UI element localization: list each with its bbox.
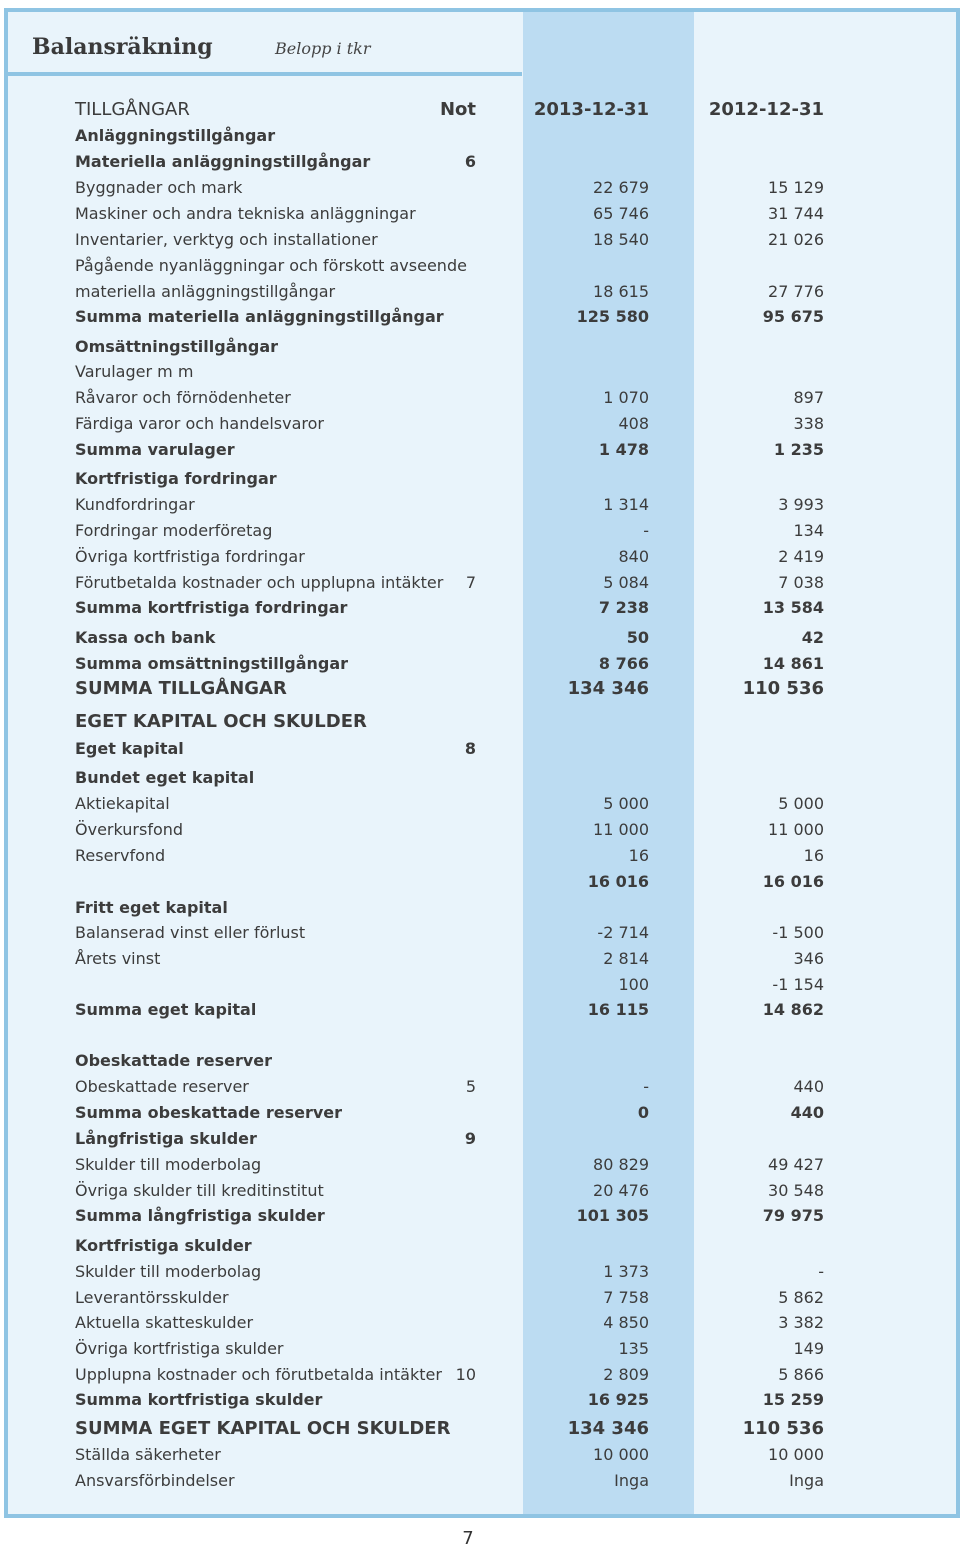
table-row (0, 1362, 960, 1388)
table-row (0, 972, 960, 998)
value-2013: -2 714 (597, 923, 649, 942)
value-2013: 18 540 (593, 230, 649, 249)
table-row (0, 175, 960, 201)
row-label: SUMMA EGET KAPITAL OCH SKULDER (75, 1418, 451, 1439)
row-label: Summa eget kapital (75, 1000, 257, 1019)
value-2012: 338 (793, 414, 824, 433)
value-2013: Inga (614, 1471, 649, 1490)
row-label: Summa omsättningstillgångar (75, 654, 349, 673)
row-label: Förutbetalda kostnader och upplupna intäkter (75, 573, 444, 592)
value-2013: 5 000 (603, 794, 649, 813)
table-row (0, 595, 960, 621)
row-label: Övriga kortfristiga fordringar (75, 547, 305, 566)
value-2013: 18 615 (593, 282, 649, 301)
row-label: Kortfristiga skulder (75, 1236, 252, 1255)
value-2012: 897 (793, 388, 824, 407)
value-2013: 11 000 (593, 820, 649, 839)
page-number: 7 (462, 1528, 474, 1549)
note-number: 10 (455, 1365, 476, 1384)
row-label: Eget kapital (75, 739, 184, 758)
value-2012: 21 026 (768, 230, 824, 249)
row-label: TILLGÅNGAR (75, 99, 190, 120)
note-number: Not (439, 99, 476, 120)
value-2012: 134 (793, 521, 824, 540)
value-2012: 440 (793, 1077, 824, 1096)
row-label: Kundfordringar (75, 495, 195, 514)
value-2013: 0 (637, 1103, 649, 1122)
note-number: 9 (464, 1129, 476, 1148)
value-2012: -1 500 (772, 923, 824, 942)
value-2013: - (643, 1077, 649, 1096)
note-number: 8 (464, 739, 476, 758)
table-row (0, 843, 960, 869)
row-label: Övriga kortfristiga skulder (75, 1339, 284, 1358)
value-2012: 2 419 (778, 547, 824, 566)
row-label: Summa kortfristiga fordringar (75, 598, 348, 617)
row-label: Ansvarsförbindelser (75, 1471, 235, 1490)
table-row (0, 1259, 960, 1285)
row-label: EGET KAPITAL OCH SKULDER (75, 711, 367, 732)
table-row (0, 304, 960, 330)
row-label: Aktiekapital (75, 794, 170, 813)
value-2012: 30 548 (768, 1181, 824, 1200)
value-2013: 2 809 (603, 1365, 649, 1384)
row-label: Inventarier, verktyg och installationer (75, 230, 378, 249)
value-2013: 4 850 (603, 1313, 649, 1332)
value-2012: 79 975 (762, 1206, 824, 1225)
value-2013: 1 478 (598, 440, 649, 459)
table-row (0, 1178, 960, 1204)
row-label: Upplupna kostnader och förutbetalda intäkter (75, 1365, 442, 1384)
value-2012: 7 038 (778, 573, 824, 592)
table-row (0, 201, 960, 227)
value-2013: 100 (618, 975, 649, 994)
row-label: Byggnader och mark (75, 178, 243, 197)
value-2013: 1 314 (603, 495, 649, 514)
table-row (0, 817, 960, 843)
value-2013: 80 829 (593, 1155, 649, 1174)
row-label: SUMMA TILLGÅNGAR (75, 678, 287, 699)
row-label: Summa långfristiga skulder (75, 1206, 325, 1225)
value-2012: 346 (793, 949, 824, 968)
table-row (0, 466, 960, 492)
value-2013: 134 346 (567, 678, 649, 699)
row-label: Årets vinst (75, 949, 161, 968)
table-row (0, 253, 960, 279)
table-row (0, 1285, 960, 1311)
table-row (0, 1126, 960, 1152)
value-2012: 31 744 (768, 204, 824, 223)
table-row (0, 1310, 960, 1336)
value-2013: 2013-12-31 (533, 99, 649, 120)
row-label: Överkursfond (75, 820, 184, 839)
value-2013: 8 766 (598, 654, 649, 673)
row-label: Maskiner och andra tekniska anläggningar (75, 204, 416, 223)
value-2012: 110 536 (742, 1418, 824, 1439)
value-2013: 2 814 (603, 949, 649, 968)
row-label: Kortfristiga fordringar (75, 469, 277, 488)
table-row (0, 1442, 960, 1468)
row-label: Fritt eget kapital (75, 898, 228, 917)
value-2013: 1 070 (603, 388, 649, 407)
row-label: Varulager m m (75, 362, 194, 381)
value-2013: 65 746 (593, 204, 649, 223)
table-row (0, 97, 960, 123)
value-2013: 1 373 (603, 1262, 649, 1281)
note-number: 6 (464, 152, 476, 171)
row-label: Ställda säkerheter (75, 1445, 221, 1464)
table-row (0, 895, 960, 921)
value-2012: 3 993 (778, 495, 824, 514)
table-row (0, 1100, 960, 1126)
row-label: Leverantörsskulder (75, 1288, 229, 1307)
row-label: Omsättningstillgångar (75, 337, 279, 356)
value-2012: Inga (789, 1471, 824, 1490)
table-row (0, 518, 960, 544)
row-label: Långfristiga skulder (75, 1129, 257, 1148)
value-2012: 42 (801, 628, 824, 647)
table-row (0, 385, 960, 411)
value-2012: 3 382 (778, 1313, 824, 1332)
value-2013: - (643, 521, 649, 540)
table-row (0, 920, 960, 946)
table-row (0, 149, 960, 175)
table-row (0, 1336, 960, 1362)
value-2012: 11 000 (768, 820, 824, 839)
row-label: Anläggningstillgångar (75, 126, 276, 145)
row-label: Råvaror och förnödenheter (75, 388, 291, 407)
row-label: Bundet eget kapital (75, 768, 255, 787)
row-label: Summa materiella anläggningstillgångar (75, 307, 444, 326)
table-row (0, 736, 960, 762)
row-label: Skulder till moderbolag (75, 1262, 262, 1281)
value-2013: 5 084 (603, 573, 649, 592)
value-2013: 840 (618, 547, 649, 566)
value-2013: 7 758 (603, 1288, 649, 1307)
value-2012: 15 259 (762, 1390, 824, 1409)
row-label: Obeskattade reserver (75, 1077, 249, 1096)
table-row (0, 997, 960, 1023)
table-row (0, 1416, 960, 1442)
page-subtitle: Belopp i tkr (275, 39, 371, 58)
table-row (0, 1387, 960, 1413)
row-label: Skulder till moderbolag (75, 1155, 262, 1174)
table-row (0, 1203, 960, 1229)
value-2013: 408 (618, 414, 649, 433)
row-label: Reservfond (75, 846, 166, 865)
value-2013: 22 679 (593, 178, 649, 197)
value-2012: 149 (793, 1339, 824, 1358)
value-2013: 10 000 (593, 1445, 649, 1464)
value-2012: 95 675 (762, 307, 824, 326)
value-2012: 49 427 (768, 1155, 824, 1174)
table-row (0, 492, 960, 518)
value-2012: 440 (790, 1103, 824, 1122)
table-row (0, 765, 960, 791)
page-title: Balansräkning (32, 34, 213, 60)
value-2013: 134 346 (567, 1418, 649, 1439)
value-2012: 10 000 (768, 1445, 824, 1464)
table-row (0, 869, 960, 895)
value-2012: 14 861 (762, 654, 824, 673)
table-row (0, 1048, 960, 1074)
value-2012: 110 536 (742, 678, 824, 699)
value-2013: 16 016 (587, 872, 649, 891)
table-row (0, 1468, 960, 1494)
row-label: Obeskattade reserver (75, 1051, 273, 1070)
row-label: Summa varulager (75, 440, 235, 459)
row-label: Aktuella skatteskulder (75, 1313, 254, 1332)
table-row (0, 1152, 960, 1178)
table-row (0, 123, 960, 149)
table-row (0, 437, 960, 463)
row-label: materiella anläggningstillgångar (75, 282, 336, 301)
row-label: Fordringar moderföretag (75, 521, 273, 540)
value-2013: 101 305 (576, 1206, 649, 1225)
value-2013: 20 476 (593, 1181, 649, 1200)
value-2012: 13 584 (762, 598, 824, 617)
row-label: Summa obeskattade reserver (75, 1103, 343, 1122)
table-row (0, 1074, 960, 1100)
value-2012: 1 235 (773, 440, 824, 459)
note-number: 5 (465, 1077, 476, 1096)
table-row (0, 544, 960, 570)
value-2012: 5 000 (778, 794, 824, 813)
table-row (0, 676, 960, 702)
row-label: Materiella anläggningstillgångar (75, 152, 371, 171)
note-number: 7 (465, 573, 476, 592)
value-2013: 7 238 (598, 598, 649, 617)
table-row (0, 227, 960, 253)
value-2012: 5 866 (778, 1365, 824, 1384)
row-label: Färdiga varor och handelsvaror (75, 414, 324, 433)
value-2013: 16 115 (587, 1000, 649, 1019)
value-2013: 50 (626, 628, 649, 647)
value-2012: 5 862 (778, 1288, 824, 1307)
row-label: Övriga skulder till kreditinstitut (75, 1181, 324, 1200)
value-2012: 2012-12-31 (708, 99, 824, 120)
table-row (0, 709, 960, 735)
value-2013: 16 925 (587, 1390, 649, 1409)
table-row (0, 946, 960, 972)
table-row (0, 334, 960, 360)
row-label: Kassa och bank (75, 628, 216, 647)
table-row (0, 791, 960, 817)
table-row (0, 1233, 960, 1259)
value-2013: 16 (628, 846, 649, 865)
table-row (0, 279, 960, 305)
table-row (0, 570, 960, 596)
value-2012: 16 016 (762, 872, 824, 891)
value-2012: 14 862 (762, 1000, 824, 1019)
value-2012: 16 (803, 846, 824, 865)
table-row (0, 359, 960, 385)
table-row (0, 625, 960, 651)
row-label: Balanserad vinst eller förlust (75, 923, 306, 942)
value-2012: -1 154 (772, 975, 824, 994)
value-2013: 135 (618, 1339, 649, 1358)
value-2012: - (818, 1262, 824, 1281)
value-2012: 27 776 (768, 282, 824, 301)
row-label: Pågående nyanläggningar och förskott avseende (75, 256, 467, 275)
row-label: Summa kortfristiga skulder (75, 1390, 323, 1409)
value-2013: 125 580 (576, 307, 649, 326)
value-2012: 15 129 (768, 178, 824, 197)
table-row (0, 651, 960, 677)
table-row (0, 411, 960, 437)
